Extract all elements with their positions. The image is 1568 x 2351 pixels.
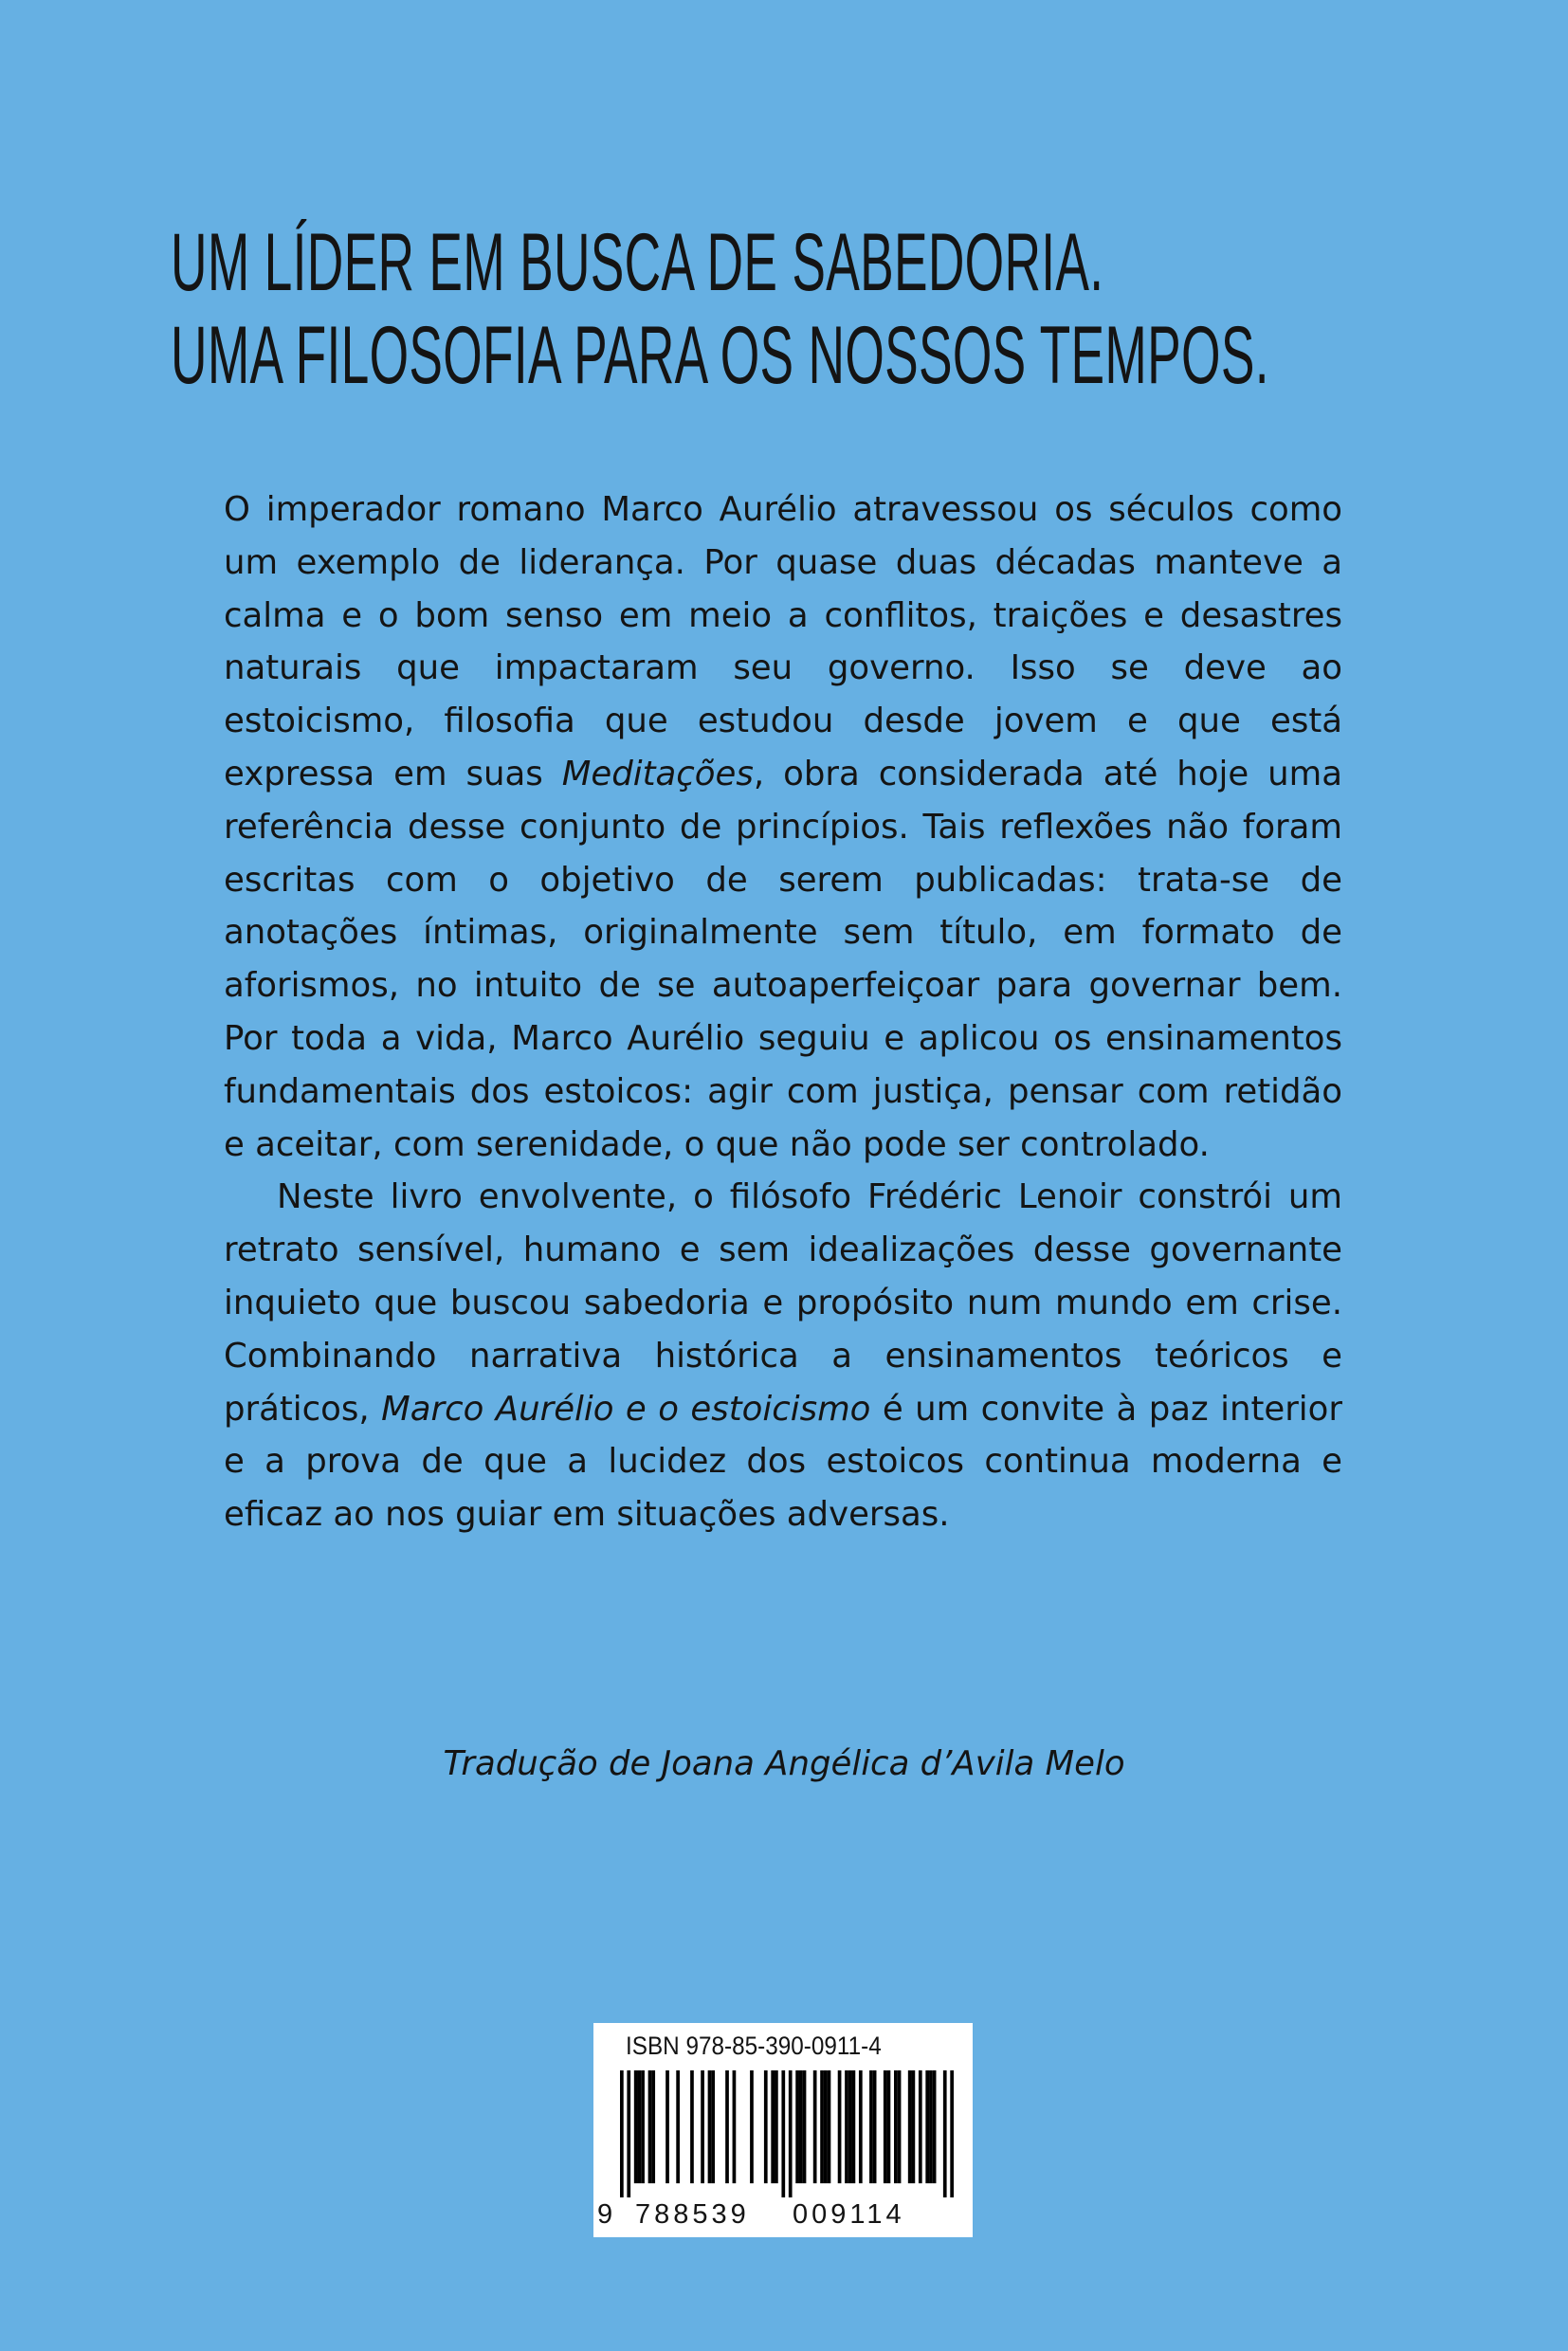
- barcode-bar: [711, 2070, 715, 2183]
- barcode-bar: [933, 2070, 937, 2183]
- barcode-bar: [813, 2070, 817, 2183]
- headline-line-1: UM LÍDER EM BUSCA DE SABEDORIA.: [171, 217, 1104, 308]
- synopsis: [224, 483, 1342, 1541]
- synopsis-p1-text-a: O imperador romano Marco Aurélio atravessou os séculos como um exemplo de liderança. Por quase duas décadas manteve a calma e o bom senso em meio a conflitos, traições e desastres naturais que impactaram seu governo. Isso se deve ao estoicismo, filosofia que estudou desde jovem e que está expressa em suas: [224, 490, 1342, 793]
- ean-first-digit: 9: [597, 2199, 613, 2230]
- barcode-bar: [873, 2070, 877, 2183]
- headline: [171, 216, 1269, 402]
- barcode-bar: [725, 2070, 729, 2183]
- barcode-bar: [852, 2070, 856, 2183]
- barcode-bar: [884, 2070, 887, 2183]
- barcode-bar: [838, 2070, 842, 2183]
- barcode-bar: [848, 2070, 852, 2183]
- barcode-bar: [845, 2070, 848, 2183]
- barcode-bar: [869, 2070, 873, 2183]
- barcode-bar: [651, 2070, 655, 2183]
- barcode-bar: [708, 2070, 712, 2183]
- barcode-bar: [701, 2070, 704, 2183]
- translator-credit: Tradução de Joana Angélica d’Avila Melo: [443, 1744, 1125, 1783]
- barcode-bar: [799, 2070, 803, 2183]
- barcode-bar: [620, 2070, 624, 2197]
- barcode-bar: [950, 2070, 954, 2197]
- barcode-bar: [887, 2070, 891, 2183]
- ean-left-digits: 788539: [635, 2199, 750, 2230]
- barcode-bar: [665, 2070, 669, 2183]
- barcode-bar: [676, 2070, 680, 2183]
- barcode-bars: [620, 2070, 954, 2197]
- barcode-bar: [789, 2070, 793, 2197]
- isbn-label: ISBN 978-85-390-0911-4: [626, 2032, 882, 2060]
- synopsis-p1-italic-title: Meditações: [561, 754, 754, 793]
- headline-line-2: UMA FILOSOFIA PARA OS NOSSOS TEMPOS.: [171, 310, 1269, 401]
- barcode-bar: [641, 2070, 645, 2183]
- barcode-bar: [634, 2070, 638, 2183]
- barcode-bar: [925, 2070, 929, 2183]
- barcode-bar: [627, 2070, 630, 2197]
- barcode-bar: [795, 2070, 799, 2183]
- barcode-bar: [912, 2070, 916, 2183]
- barcode-bar: [908, 2070, 912, 2183]
- barcode-bar: [750, 2070, 754, 2183]
- barcode-bar: [828, 2070, 831, 2183]
- synopsis-p2-text-b: é um convite à paz interior e a prova de que a lucidez dos estoicos continua moderna e eficaz ao nos guiar em situações adversas.: [224, 1389, 1342, 1535]
- synopsis-paragraph-1: [224, 483, 1342, 1171]
- barcode-bar: [898, 2070, 902, 2183]
- barcode-bar: [803, 2070, 807, 2183]
- barcode-bar: [690, 2070, 694, 2183]
- barcode-bar: [771, 2070, 775, 2183]
- barcode-bar: [775, 2070, 778, 2183]
- barcode-bar: [894, 2070, 898, 2183]
- synopsis-p2-italic-title: Marco Aurélio e o estoicismo: [381, 1389, 871, 1429]
- ean-right-digits: 009114: [793, 2199, 905, 2230]
- barcode-bar: [919, 2070, 922, 2183]
- barcode-bar: [733, 2070, 737, 2183]
- barcode-bar: [764, 2070, 768, 2183]
- barcode-bar: [638, 2070, 642, 2183]
- isbn-barcode: [593, 2023, 973, 2237]
- barcode-bar: [781, 2070, 785, 2197]
- synopsis-paragraph-2: [224, 1171, 1342, 1541]
- synopsis-p2-text-a: Neste livro envolvente, o filósofo Frédéric Lenoir constrói um retrato sensível, humano e sem idealizações desse governante inquieto que buscou sabedoria e propósito num mundo em crise. Combinando narrativa histórica a ensinamentos teóricos e práticos,: [224, 1177, 1342, 1429]
- barcode-bar: [824, 2070, 828, 2183]
- barcode-bar: [859, 2070, 863, 2183]
- barcode-bar: [943, 2070, 947, 2197]
- barcode-bar: [820, 2070, 824, 2183]
- synopsis-p1-text-b: , obra considerada até hoje uma referência desse conjunto de princípios. Tais reflexões não foram escritas com o objetivo de serem publicadas: trata-se de anotações íntimas, originalmente sem título, em formato de aforismos, no intuito de se autoaperfeiçoar para governar bem. Por toda a vida, Marco Aurélio seguiu e aplicou os ensinamentos fundamentais dos estoicos: agir com justiça, pensar com retidão e aceitar, com serenidade, o que não pode ser controlado.: [224, 754, 1342, 1164]
- barcode-bar: [929, 2070, 933, 2183]
- barcode-bar: [648, 2070, 652, 2183]
